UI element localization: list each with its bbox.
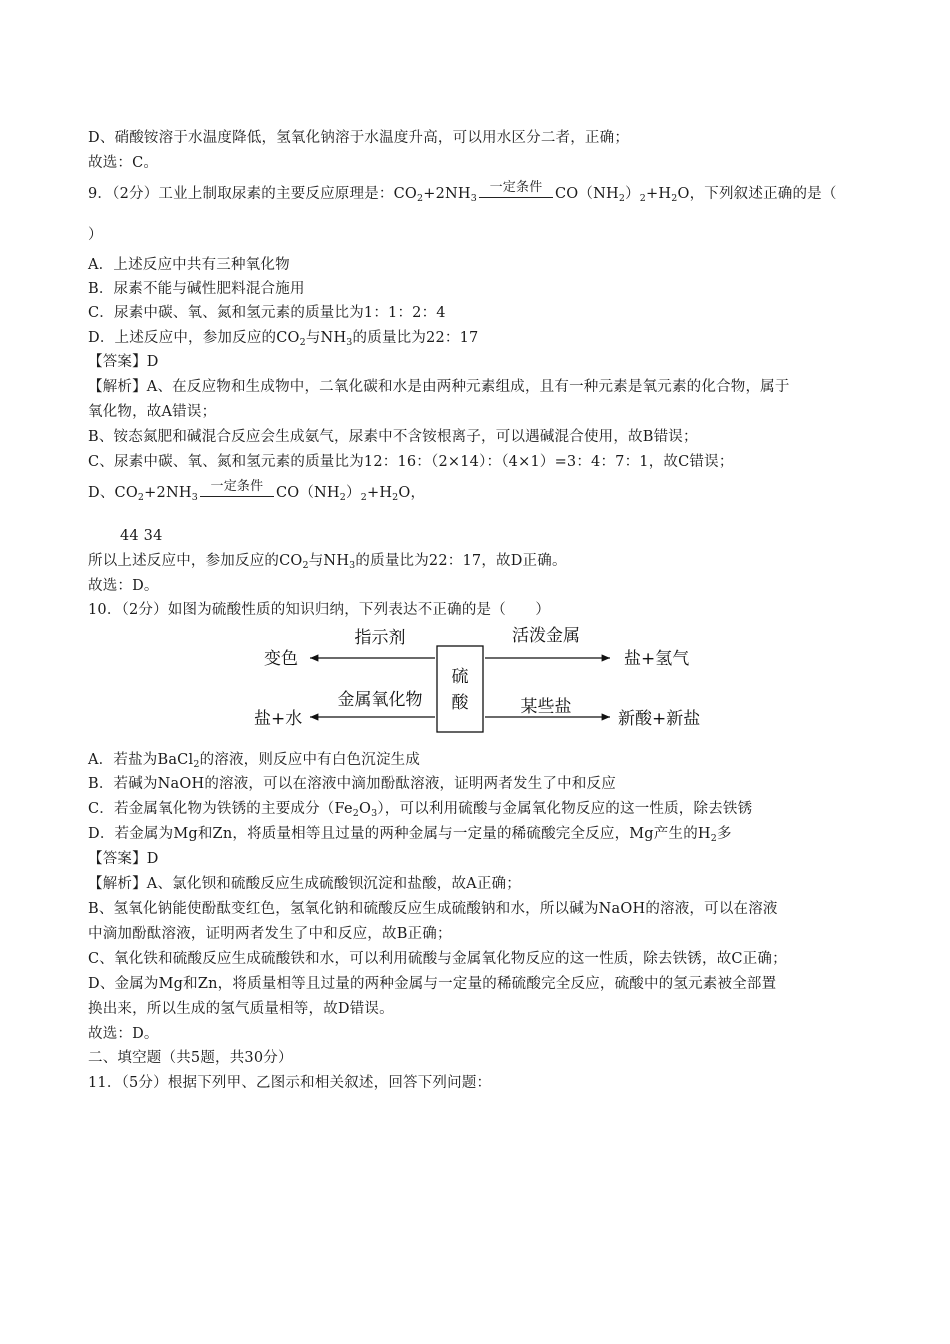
question-9-stem: 9．（2分）工业上制取尿素的主要反应原理是：$CO_2+2NH_3$ 一定条件 $CO(NH_2)_2+H_2O$，下列叙述正确的是（ <box>88 180 837 204</box>
some-salt-label: 某些盐 <box>520 697 572 717</box>
explanation-line: 换出来，所以生成的氢气质量相等，故D错误。 <box>88 1001 394 1017</box>
explanation-line: B、氢氧化钠能使酚酞变红色，氢氧化钠和硫酸反应生成硫酸钠和水，所以碱为NaOH的溶液，可以在溶液 <box>88 901 778 917</box>
option-d: D．若金属为Mg和Zn，将质量相等且过量的两种金属与一定量的稀硫酸完全反应，Mg产生的$H_2$多 <box>88 826 732 844</box>
selection: 故选：D。 <box>88 578 159 594</box>
reaction-condition: 一定条件 <box>200 483 274 503</box>
explanation-line: D、金属为Mg和Zn，将质量相等且过量的两种金属与一定量的稀硫酸完全反应，硫酸中的氢元素被全部置 <box>88 976 777 992</box>
metal-oxide-label: 金属氧化物 <box>337 690 423 710</box>
option-b: B．若碱为NaOH的溶液，可以在溶液中滴加酚酞溶液，证明两者发生了中和反应 <box>88 776 616 792</box>
reaction-condition: 一定条件 <box>479 184 553 204</box>
sulfuric-acid-diagram <box>250 620 710 740</box>
selection: 故选：D。 <box>88 1026 159 1042</box>
text-line: ） <box>88 227 103 243</box>
color-change-label: 变色 <box>264 649 298 669</box>
option-c: C．尿素中碳、氧、氮和氢元素的质量比为1：1：2：4 <box>88 305 446 321</box>
acid-box <box>437 646 483 732</box>
explanation-line: 【解析】A、氯化钡和硫酸反应生成硫酸钡沉淀和盐酸，故A正确； <box>88 876 521 892</box>
salt-hydrogen-label: 盐+氢气 <box>624 649 690 669</box>
text-line: 故选：C。 <box>88 155 159 171</box>
mass-values: 44 34 <box>120 528 163 544</box>
acid-label-bottom: 酸 <box>451 693 469 713</box>
indicator-label: 指示剂 <box>354 628 406 648</box>
option-b: B．尿素不能与碱性肥料混合施用 <box>88 281 305 297</box>
explanation-line: 所以上述反应中，参加反应的$CO_2$与$NH_3$的质量比为22：17，故D正确。 <box>88 553 567 571</box>
salt-water-label: 盐+水 <box>254 709 303 729</box>
explanation-equation: D、$CO_2+2NH_3$ 一定条件 $CO(NH_2)_2+H_2O$， <box>88 479 426 503</box>
explanation-line: 中滴加酚酞溶液，证明两者发生了中和反应，故B正确； <box>88 926 452 942</box>
new-acid-salt-label: 新酸+新盐 <box>618 709 701 729</box>
explanation-line: 【解析】A、在反应物和生成物中，二氧化碳和水是由两种元素组成，且有一种元素是氧元素的化合物，属于 <box>88 379 790 395</box>
question-10-stem: 10．（2分）如图为硫酸性质的知识归纳，下列表达不正确的是（ ） <box>88 602 551 618</box>
answer: 【答案】D <box>88 354 159 370</box>
explanation-line: C、尿素中碳、氧、氮和氢元素的质量比为12：16：（2×14）：（4×1）=3：4：7：1，故C错误； <box>88 454 734 470</box>
option-a: A．若盐为BaCl$_2$的溶液，则反应中有白色沉淀生成 <box>88 752 421 770</box>
answer: 【答案】D <box>88 851 159 867</box>
explanation-line: C、氧化铁和硫酸反应生成硫酸铁和水，可以利用硫酸与金属氧化物反应的这一性质，除去铁锈，故C正确； <box>88 951 787 967</box>
explanation-line: 氧化物，故A错误； <box>88 404 217 420</box>
question-11-stem: 11．（5分）根据下列甲、乙图示和相关叙述，回答下列问题： <box>88 1075 492 1091</box>
section-heading: 二、填空题（共5题，共30分） <box>88 1050 293 1066</box>
option-a: A．上述反应中共有三种氧化物 <box>88 257 290 273</box>
option-d: D．上述反应中，参加反应的$CO_2$与$NH_3$的质量比为22：17 <box>88 330 479 348</box>
text-line: D、硝酸铵溶于水温度降低，氢氧化钠溶于水温度升高，可以用水区分二者，正确； <box>88 130 630 146</box>
acid-label-top: 硫 <box>451 667 469 687</box>
active-metal-label: 活泼金属 <box>512 626 580 646</box>
explanation-line: B、铵态氮肥和碱混合反应会生成氨气，尿素中不含铵根离子，可以遇碱混合使用，故B错误； <box>88 429 698 445</box>
option-c: C．若金属氧化物为铁锈的主要成分$(Fe_2O_3)$，可以利用硫酸与金属氧化物反应的这一性质，除去铁锈 <box>88 801 753 819</box>
